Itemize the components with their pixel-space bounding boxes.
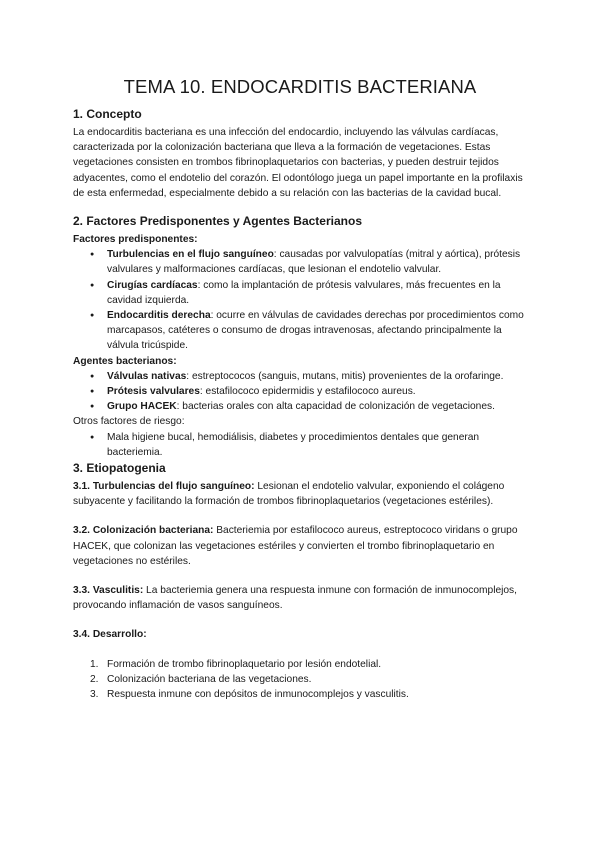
etiopatogenia-paragraph-2 [73, 523, 535, 569]
agentes-list [73, 369, 535, 415]
list-item [90, 657, 535, 672]
list-item-desc: : estafilococo epidermidis y estafilococo aureus. [199, 386, 416, 398]
paragraph-label: 3.2. Colonización bacteriana: [73, 525, 214, 537]
list-item [107, 278, 535, 308]
list-number: 1. [90, 658, 99, 670]
list-item: ● Mala higiene bucal, hemodiálisis, diabetes y procedimientos dentales que generan bacteriemia. [107, 430, 535, 460]
otros-factores-list [73, 430, 535, 460]
paragraph-text: La bacteriemia genera una respuesta inmune con formación de inmunocomplejos, provocando inflamación de vasos sanguíneos. [73, 585, 517, 612]
list-item-term: Válvulas nativas [107, 370, 187, 382]
list-item-term: Cirugías cardíacas [107, 279, 198, 291]
desarrollo-list [73, 657, 535, 703]
agentes-label: Agentes bacterianos: [73, 355, 177, 367]
list-item [107, 369, 535, 384]
predisponentes-list [73, 247, 535, 353]
desarrollo-label: 3.4. Desarrollo: [73, 629, 147, 641]
list-item [90, 672, 535, 687]
document-body [73, 106, 535, 702]
list-item-term: Endocarditis derecha [107, 310, 211, 322]
list-item-term: Turbulencias en el flujo sanguíneo [107, 249, 274, 261]
list-item-desc: : causadas por valvulopatías (mitral y aórtica), prótesis valvulares y malformaciones cardíacas, que lesionan el endotelio valvular. [107, 249, 521, 276]
list-item [90, 687, 535, 702]
list-item-text: Formación de trombo fibrinoplaquetario por lesión endotelial. [107, 658, 382, 670]
list-number: 3. [90, 689, 99, 701]
section-heading-factores: 2. Factores Predisponentes y Agentes Bacterianos [73, 214, 362, 229]
section-heading-concepto: 1. Concepto [73, 107, 142, 121]
list-item-desc: : bacterias orales con alta capacidad de colonización de vegetaciones. [176, 401, 495, 413]
etiopatogenia-paragraph-3 [73, 583, 535, 613]
list-item-text: Colonización bacteriana de las vegetaciones. [107, 673, 312, 685]
paragraph-label: 3.3. Vasculitis: [73, 585, 144, 597]
list-item-term: Grupo HACEK [107, 401, 177, 413]
otros-factores-label: Otros factores de riesgo: [73, 416, 185, 428]
list-item-text: Respuesta inmune con depósitos de inmunocomplejos y vasculitis. [107, 689, 409, 701]
list-item [107, 384, 535, 399]
list-item [107, 308, 535, 354]
paragraph-text: Bacteriemia por estafilococo aureus, estreptococo viridans o grupo HACEK, que colonizan las vegetaciones estériles y convierten el trombo fibrinoplaquetario en vegetaciones no estériles. [73, 525, 518, 567]
list-item-desc: : estreptococos (sanguis, mutans, mitis) provenientes de la orofaringe. [186, 370, 504, 382]
concepto-paragraph: La endocarditis bacteriana es una infección del endocardio, incluyendo las válvulas cardíacas, caracterizada por la colonización bacteriana que lleva a la formación de vegetaciones. Estas vegetaciones consisten en trombos fibrinoplaquetarios con bacterias, y pueden destruir tejidos adyacentes, como el endotelio del corazón. El odontólogo juega un papel importante en la profilaxis de esta enfermedad, especialmente debido a su relación con las bacterias de la cavidad bucal. [73, 127, 523, 199]
section-heading-etiopatogenia: 3. Etiopatogenia [73, 461, 166, 476]
paragraph-text: Lesionan el endotelio valvular, exponiendo el colágeno subyacente y facilitando la formación de trombos fibrinoplaquetarios (vegetaciones estériles). [73, 481, 505, 508]
list-item [107, 399, 535, 414]
list-item [107, 247, 535, 277]
etiopatogenia-paragraph-1 [73, 479, 535, 509]
document-title: TEMA 10. ENDOCARDITIS BACTERIANA [123, 76, 477, 97]
list-item-desc: : como la implantación de prótesis valvulares, más frecuentes en la cavidad izquierda. [107, 279, 501, 306]
list-number: 2. [90, 673, 99, 685]
predisponentes-label: Factores predisponentes: [73, 234, 198, 246]
paragraph-label: 3.1. Turbulencias del flujo sanguíneo: [73, 481, 255, 493]
list-item-desc: : ocurre en válvulas de cavidades derechas por procedimientos como marcapasos, catéteres o consumo de drogas intravenosas, afectando principalmente la válvula tricúspide. [107, 310, 524, 352]
list-item-term: Prótesis valvulares [107, 386, 200, 398]
